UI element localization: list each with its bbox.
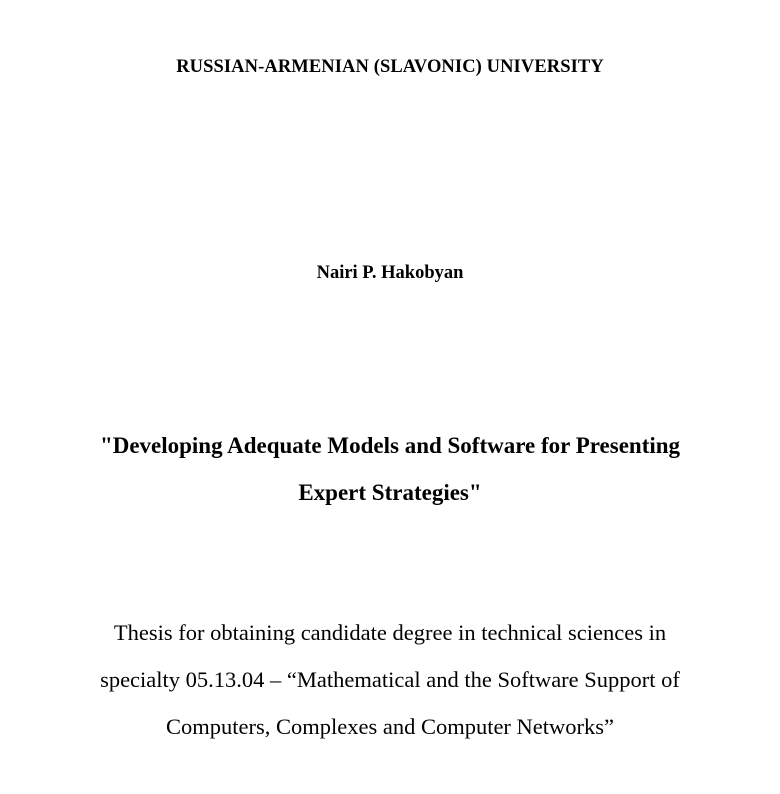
author-name: Nairi P. Hakobyan — [316, 263, 464, 283]
thesis-title-line-1: "Developing Adequate Models and Software for Presenting — [99, 433, 681, 458]
thesis-description-line-3: Computers, Complexes and Computer Networks” — [165, 714, 615, 739]
thesis-description-line-1: Thesis for obtaining candidate degree in technical sciences in — [113, 620, 667, 645]
thesis-description-line-2: specialty 05.13.04 – “Mathematical and the Software Support of — [100, 667, 680, 692]
thesis-title-line-2: Expert Strategies" — [298, 480, 482, 505]
university-name: RUSSIAN-ARMENIAN (SLAVONIC) UNIVERSITY — [176, 57, 604, 77]
